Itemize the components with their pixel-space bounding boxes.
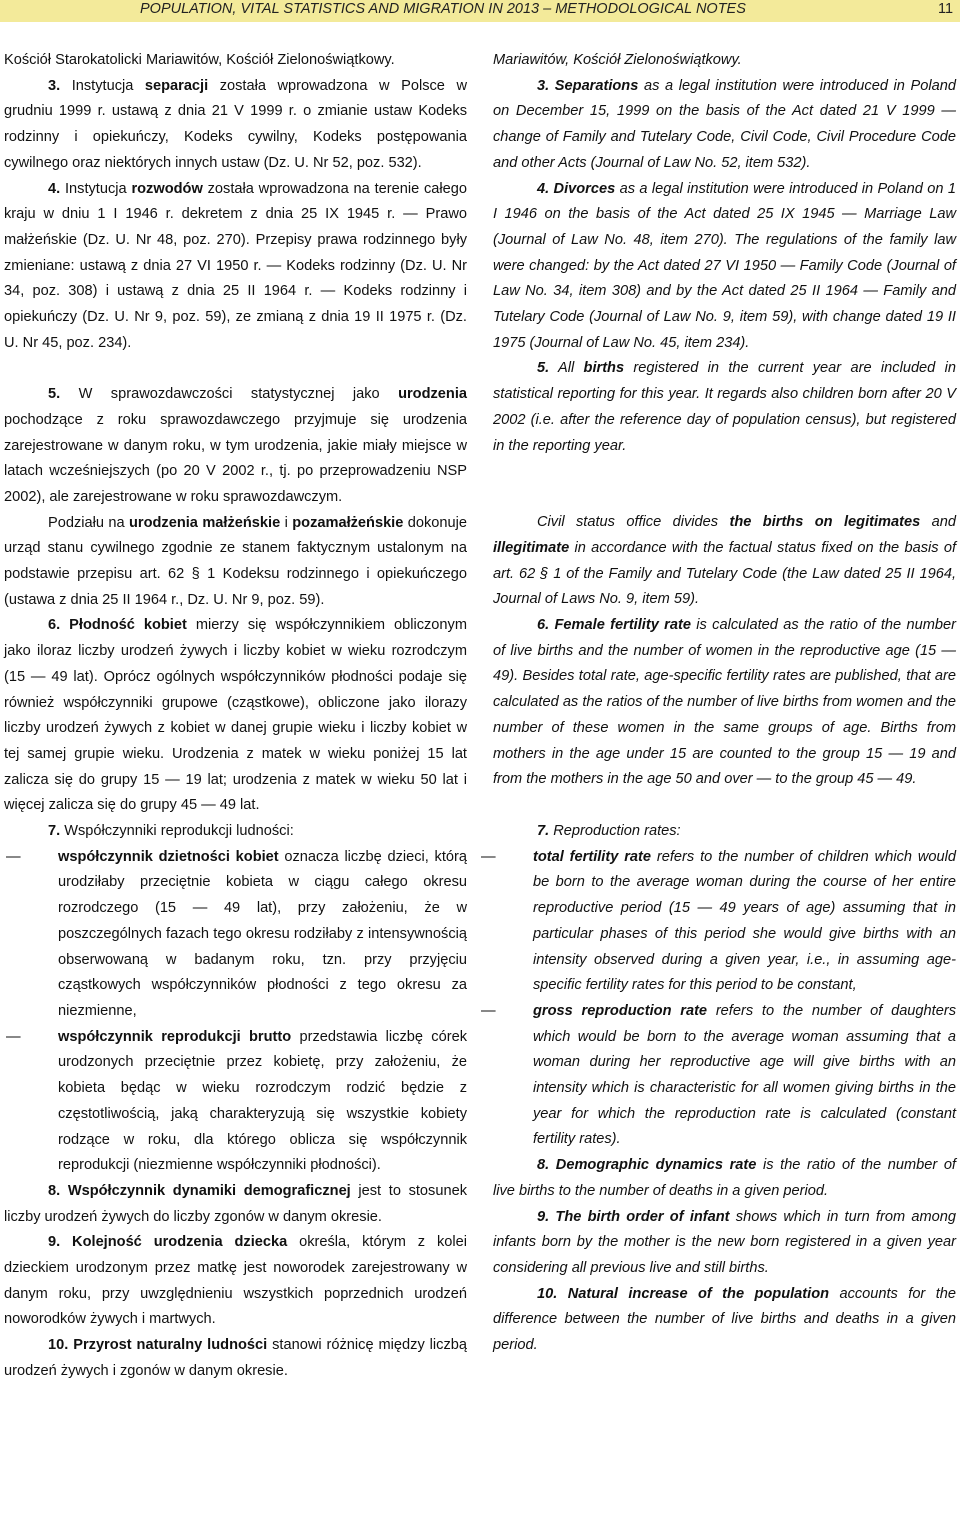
pl-paragraph-3: 3. Instytucja separacji została wprowadzona w Polsce w grudniu 1999 r. ustawą z dnia 21 V 1999 r. o zmianie ustaw Kodeks rodzinny i opiekuńczy, Kodeks cywilny, Kodeks postępowania cywilnego oraz niektórych innych ustaw (Dz. U. Nr 52, poz. 532). (4, 77, 467, 171)
pl-paragraph-8: 8. Współczynnik dynamiki demograficznej jest to stosunek liczby urodzeń żywych do liczby zgonów w danym okresie. (4, 1182, 467, 1225)
en-paragraph-0: Mariawitów, Kościół Zielonoświątkowy. (493, 52, 742, 68)
running-header-title: POPULATION, VITAL STATISTICS AND MIGRATION IN 2013 – METHODOLOGICAL NOTES (140, 1, 746, 17)
pl-paragraph-9: 9. Kolejność urodzenia dziecka określa, którym z kolei dzieckiem urodzonym przez matkę jest noworodek zarejestrowany w danym roku, przy uwzględnieniu wszystkich poprzednich urodzeń noworodków żywych i martwych. (4, 1234, 467, 1328)
en-paragraph-7: 7. Reproduction rates: (537, 822, 681, 839)
en-paragraph-8: 8. Demographic dynamics rate is the ratio of the number of live births to the number of deaths in a given period. (493, 1157, 956, 1199)
en-paragraph-4: 4. Divorces as a legal institution were introduced in Poland on 1 I 1946 on the basis of the Act dated 25 IX 1945 ― Marriage Law (Journal of Law No. 48, item 270). The regulations of the family law were changed: by the Act dated 27 VI 1950 ― Family Code (Journal of Law No. 34, item 308) and by the Act dated 25 II 1964 ― Family and Tutelary Code (Journal of Law No. 9, item 59), with change dated 19 II 1975 (Journal of Law No. 45, item 234). (493, 180, 956, 351)
en-paragraph-5: 5. All births registered in the current year are included in statistical reporting for this year. It regards also children born after 20 V 2002 (i.e. after the reference day of population census), but registered in the reporting year. (493, 360, 956, 454)
header-bar (0, 0, 960, 22)
pl-paragraph-0: Kościół Starokatolicki Mariawitów, Kościół Zielonoświątkowy. (4, 52, 395, 68)
pl-paragraph-6: 6. Płodność kobiet mierzy się współczynnikiem obliczonym jako iloraz liczby urodzeń żywych i liczby kobiet w wieku rozrodczym (15 ― 49 lat). Oprócz ogólnych współczynników płodności podaje się również współczynniki grupowe (cząstkowe), obliczone jako ilorazy liczby urodzeń żywych z kobiet w danej grupie wieku i liczby kobiet w tej samej grupie wieku. Urodzenia z matek w wieku poniżej 15 lat zalicza się do grupy 15 ― 19 lat; urodzenia z matek w wieku 50 lat i więcej zalicza się do grupy 45 ― 49 lat. (4, 617, 467, 814)
en-list-item-2: ― gross reproduction rate refers to the number of daughters which would be born to the average woman assuming that a woman during her reproductive age will give births with an intensity which is characteristic for all women giving births in the year for which the reproduction rate is calculated (constant fertility rates). (481, 1002, 956, 1148)
pl-paragraph-10: 10. Przyrost naturalny ludności stanowi różnicę między liczbą urodzeń żywych i zgonów w danym okresie. (4, 1337, 467, 1379)
en-paragraph-9: 9. The birth order of infant shows which in turn from among infants born by the mother is the new born registered in a given year considering all previous live and still births. (493, 1208, 956, 1276)
pl-paragraph-5b: Podziału na urodzenia małżeńskie i pozamałżeńskie dokonuje urząd stanu cywilnego zgodnie ze stanem faktycznym ustalonym na podstawie przepisu art. 62 § 1 Kodeksu rodzinnego i opiekuńczego (ustawa z dnia 25 II 1964 r., Dz. U. Nr 9, poz. 59). (4, 514, 467, 608)
page-number: 11 (938, 1, 954, 17)
en-paragraph-6: 6. Female fertility rate is calculated as the ratio of the number of live births and the number of women in the reproductive age (15 ― 49). Besides total rate, age-specific fertility rates are published, that are calculated as the ratios of the number of live births from women and the number of these women in the same groups of age. Births from mothers in the age under 15 are counted to the group 15 ― 19 and from the mothers in the age 50 and over ― to the group 45 ― 49. (493, 617, 956, 788)
en-paragraph-10: 10. Natural increase of the population accounts for the difference between the number of live births and deaths in a given period. (493, 1285, 956, 1354)
polish-column (4, 48, 467, 1385)
en-paragraph-3: 3. Separations as a legal institution were introduced in Poland on December 15, 1999 on the basis of the Act dated 21 V 1999 ― change of Family and Tutelary Code, Civil Code, Civil Procedure Code and other Acts (Journal of Law No. 52, item 532). (493, 77, 956, 171)
pl-paragraph-5: 5. W sprawozdawczości statystycznej jako urodzenia pochodzące z roku sprawozdawczego przyjmuje się urodzenia zarejestrowane w danym roku, w tym urodzenia, jakie miały miejsce w latach wcześniejszych (po 20 V 2002 r., tj. po przeprowadzeniu NSP 2002), ale zarejestrowane w roku sprawozdawczym. (4, 386, 467, 505)
pl-list-item-1: ― współczynnik dzietności kobiet oznacza liczbę dzieci, którą urodziłaby przeciętnie kobieta w ciągu całego okresu rozrodczego (15 ― 49 lat), przy założeniu, że w poszczególnych fazach tego okresu rodziłaby z intensywnością obserwowaną w badanym roku, tzn. przy przyjęciu cząstkowych współczynników płodności z tego okresu za niezmienne, (6, 848, 467, 1019)
en-paragraph-5b: Civil status office divides the births on legitimates and illegitimate in accordance with the factual status fixed on the basis of art. 62 § 1 of the Family and Tutelary Code (the Law dated 25 II 1964, Journal of Laws No. 9, item 59). (493, 514, 956, 608)
en-list-item-1: ― total fertility rate refers to the number of children which would be born to the average woman during the course of her entire reproductive period (15 ― 49 years of age) assuming that in particular phases of this period she would give births with an intensity observed during a given year, i.e., in assuming age-specific fertility rates for this period to be constant, (481, 848, 956, 994)
pl-paragraph-7: 7. Współczynniki reprodukcji ludności: (48, 823, 294, 840)
pl-paragraph-4: 4. Instytucja rozwodów została wprowadzona na terenie całego kraju w dniu 1 I 1946 r. dekretem z dnia 25 IX 1945 r. ― Prawo małżeńskie (Dz. U. Nr 48, poz. 270). Przepisy prawa rodzinnego były zmieniane: ustawą z dnia 27 VI 1950 r. ― Kodeks rodzinny (Dz. U. Nr 34, poz. 308) i ustawą z dnia 25 II 1964 r. ― Kodeks rodzinny i opiekuńczy (Dz. U. Nr 9, poz. 59), ze zmianą z dnia 19 II 1975 r. (Dz. U. Nr 45, poz. 234). (4, 180, 468, 351)
pl-list-item-2: ― współczynnik reprodukcji brutto przedstawia liczbę córek urodzonych przeciętnie przez kobietę, przy założeniu, że kobieta będąc w wieku rozrodczym rodzić będzie z częstotliwością, jaką charakteryzują się wszystkie kobiety rodzące w roku, dla którego oblicza się współczynnik reprodukcji (niezmienne współczynniki płodności). (6, 1028, 467, 1174)
english-column (481, 48, 956, 1359)
